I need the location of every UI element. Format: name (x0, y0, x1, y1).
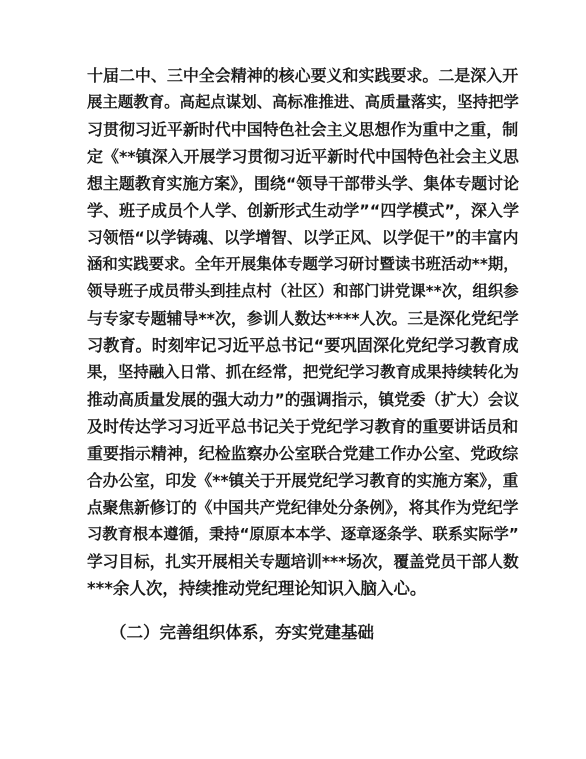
paragraph-line: 习领悟“以学铸魂、以学增智、以学正风、以学促干”的丰富内 (87, 228, 519, 247)
paragraph-line: 与专家专题辅导**次，参训人数达****人次。三是深化党纪学 (87, 309, 519, 328)
paragraph-line: 学习目标，扎实开展相关专题培训***场次，覆盖党员干部人数 (87, 552, 519, 571)
paragraph-line: 习教育根本遵循，秉持“原原本本学、逐章逐条学、联系实际学” (87, 525, 519, 543)
paragraph-line: 点聚焦新修订的《中国共产党纪律处分条例》，将其作为党纪学 (87, 498, 519, 517)
paragraph-line: 展主题教育。高起点谋划、高标准推进、高质量落实，坚持把学 (87, 93, 519, 111)
paragraph-line: 定《**镇深入开展学习贯彻习近平新时代中国特色社会主义思 (87, 147, 519, 166)
body-paragraph (87, 62, 520, 602)
section-heading: （二）完善组织体系，夯实党建基础 (110, 623, 374, 642)
paragraph-line: 习贯彻习近平新时代中国特色社会主义思想作为重中之重，制 (87, 120, 519, 139)
paragraph-line: 想主题教育实施方案》，围绕“领导干部带头学、集体专题讨论 (87, 174, 519, 193)
paragraph-line: 习教育。时刻牢记习近平总书记“要巩固深化党纪学习教育成 (87, 336, 519, 355)
paragraph-line: 推动高质量发展的强大动力”的强调指示，镇党委（扩大）会议 (87, 390, 520, 409)
paragraph-line: 学、班子成员个人学、创新形式生动学”“四学模式”，深入学 (87, 201, 519, 220)
paragraph-line: 果，坚持融入日常、抓在经常，把党纪学习教育成果持续转化为 (87, 363, 519, 381)
paragraph-line: 及时传达学习习近平总书记关于党纪学习教育的重要讲话员和 (87, 417, 519, 436)
paragraph-line: 重要指示精神，纪检监察办公室联合党建工作办公室、党政综 (87, 444, 519, 463)
paragraph-line: ***余人次，持续推动党纪理论知识入脑入心。 (87, 579, 427, 598)
paragraph-line: 领导班子成员带头到挂点村（社区）和部门讲党课**次，组织参 (87, 282, 519, 300)
paragraph-line: 十届二中、三中全会精神的核心要义和实践要求。二是深入开 (87, 66, 519, 85)
paragraph-line: 合办公室，印发《**镇关于开展党纪学习教育的实施方案》，重 (87, 471, 519, 490)
paragraph-line: 涵和实践要求。全年开展集体专题学习研讨暨读书班活动**期， (87, 255, 519, 273)
